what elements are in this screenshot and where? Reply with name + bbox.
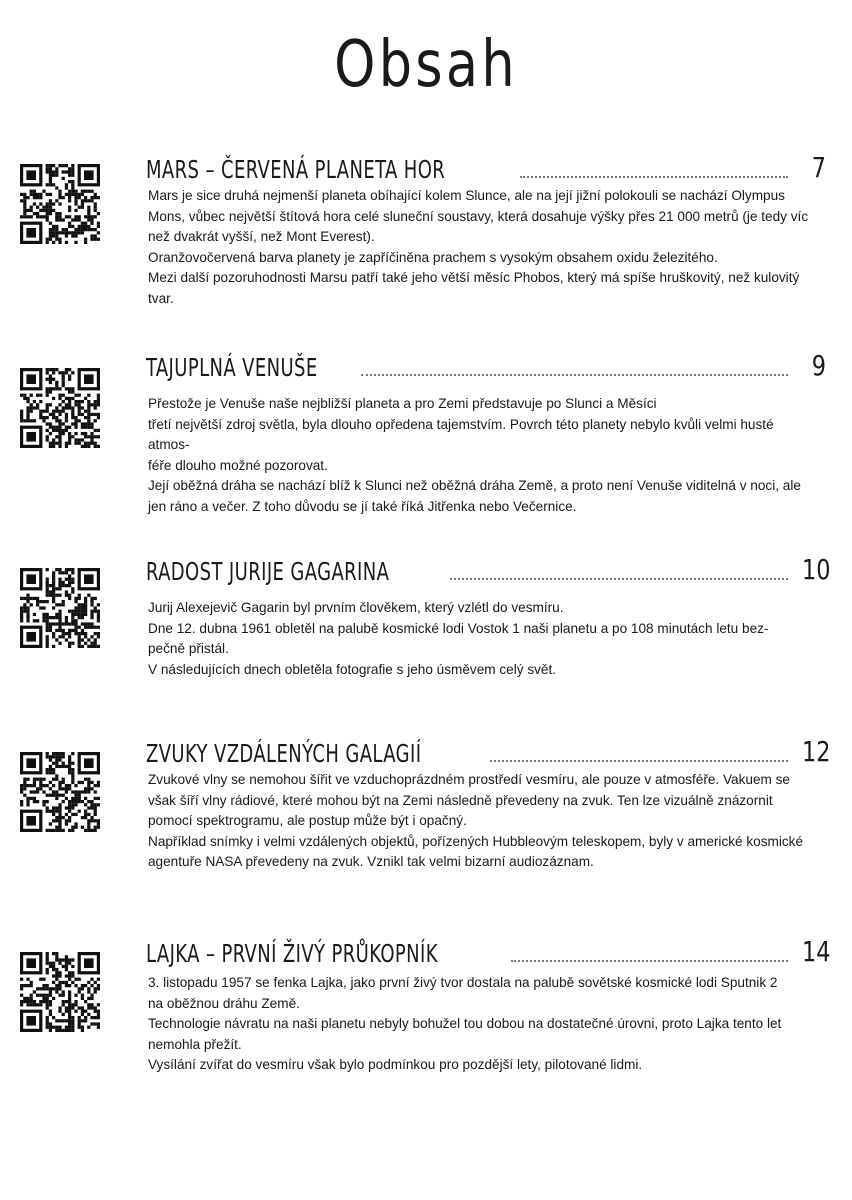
- page-number: 10: [802, 553, 831, 586]
- entry-heading: MARS – ČERVENÁ PLANETA HOR: [146, 155, 446, 184]
- entry-description: [148, 770, 818, 873]
- description-line: pomocí spektrogramu, ale postup může být i opačný.: [148, 813, 467, 829]
- description-line: V následujících dnech obletěla fotografie s jeho úsměvem celý svět.: [148, 661, 557, 677]
- qr-code-icon[interactable]: [20, 368, 100, 448]
- description-line: Přestože je Venuše naše nejbližší planeta a pro Zemi představuje po Slunci a Měsíci: [148, 396, 657, 411]
- page-number: 12: [802, 735, 831, 768]
- page-title: Obsah: [334, 28, 518, 102]
- qr-code-icon[interactable]: [20, 952, 100, 1032]
- entry-description: [148, 973, 818, 1076]
- qr-code-icon[interactable]: [20, 752, 100, 832]
- description-line: nemohla přežít.: [148, 1036, 242, 1052]
- entry-heading: ZVUKY VZDÁLENÝCH GALAGIÍ: [146, 739, 422, 768]
- dot-leader: [520, 176, 788, 178]
- entry-heading-row[interactable]: [146, 344, 826, 380]
- entry-description: [148, 186, 818, 310]
- entry-heading-row[interactable]: [146, 730, 831, 768]
- description-line: Zvukové vlny se nemohou šířit ve vzduchoprázdném prostředí vesmíru, ale pouze v atmosféře. Vakuem se: [148, 772, 790, 787]
- page-number: 14: [802, 935, 831, 968]
- entry-description: [148, 598, 818, 680]
- entry-heading: TAJUPLNÁ VENUŠE: [146, 353, 318, 382]
- entry-description: [148, 394, 818, 518]
- entry-heading: RADOST JURIJE GAGARINA: [146, 557, 390, 586]
- entry-heading-row[interactable]: [146, 930, 831, 968]
- description-line: na oběžnou dráhu Země.: [148, 995, 300, 1011]
- description-line: pečně přistál.: [148, 641, 229, 657]
- description-line: Její oběžná dráha se nachází blíž k Slunci než oběžná dráha Země, a proto není Venuše viditelná v noci, ale: [148, 478, 801, 494]
- entry-heading: LAJKA – PRVNÍ ŽIVÝ PRŮKOPNÍK: [146, 939, 438, 968]
- description-line: Například snímky i velmi vzdálených objektů, pořízených Hubbleovým teleskopem, byly v americké kosmické: [148, 833, 804, 849]
- dot-leader: [511, 960, 788, 962]
- description-line: féře dlouho možné pozorovat.: [148, 457, 328, 473]
- entry-heading-row[interactable]: [146, 548, 831, 586]
- entry-heading-row[interactable]: [146, 146, 826, 182]
- description-line: Technologie návratu na naši planetu nebyly bohužel tou dobou na dostatečné úrovni, proto Lajka tento let: [148, 1016, 782, 1032]
- description-line: Jurij Alexejevič Gagarin byl prvním člověkem, který vzlétl do vesmíru.: [148, 600, 564, 615]
- description-line: jen ráno a večer. Z toho důvodu se jí také říká Jitřenka nebo Večernice.: [148, 498, 577, 514]
- description-line: Mezi další pozoruhodnosti Marsu patří také jeho větší měsíc Phobos, který má spíše hruškovitý, než kulovitý: [148, 270, 800, 286]
- description-line: 3. listopadu 1957 se fenka Lajka, jako první živý tvor dostala na palubě sovětské kosmické lodi Sputnik 2: [148, 975, 778, 990]
- description-line: Vysílání zvířat do vesmíru však bylo podmínkou pro pozdější lety, pilotované lidmi.: [148, 1057, 643, 1073]
- description-line: Oranžovočervená barva planety je zapříčiněna prachem s vysokým obsahem oxidu železitého.: [148, 249, 718, 265]
- description-line: třetí největší zdroj světla, byla dlouho opředena tajemstvím. Povrch této planety nebylo kvůli velmi husté atmos-: [148, 416, 774, 453]
- dot-leader: [361, 374, 788, 376]
- qr-code-icon[interactable]: [20, 164, 100, 244]
- qr-code-icon[interactable]: [20, 568, 100, 648]
- description-line: agentuře NASA převedeny na zvuk. Vznikl tak velmi bizarní audiozáznam.: [148, 854, 594, 870]
- dot-leader: [490, 760, 788, 762]
- page-number: 7: [811, 151, 826, 184]
- description-line: však šíří vlny rádiové, které mohou být na Zemi následně převedeny na zvuk. Ten lze vizuálně znázornit: [148, 792, 773, 808]
- description-line: Dne 12. dubna 1961 obletěl na palubě kosmické lodi Vostok 1 naši planetu a po 108 minutách letu bez-: [148, 620, 769, 636]
- dot-leader: [450, 578, 788, 580]
- description-line: než dvakrát vyšší, než Mont Everest).: [148, 229, 375, 245]
- description-line: Mars je sice druhá nejmenší planeta obíhající kolem Slunce, ale na její jižní polokouli se nachází Olympus: [148, 188, 785, 203]
- description-line: tvar.: [148, 290, 174, 306]
- page-number: 9: [811, 349, 826, 382]
- description-line: Mons, vůbec největší štítová hora celé sluneční soustavy, která dosahuje výšky přes 21 000 metrů (je tedy víc: [148, 208, 809, 224]
